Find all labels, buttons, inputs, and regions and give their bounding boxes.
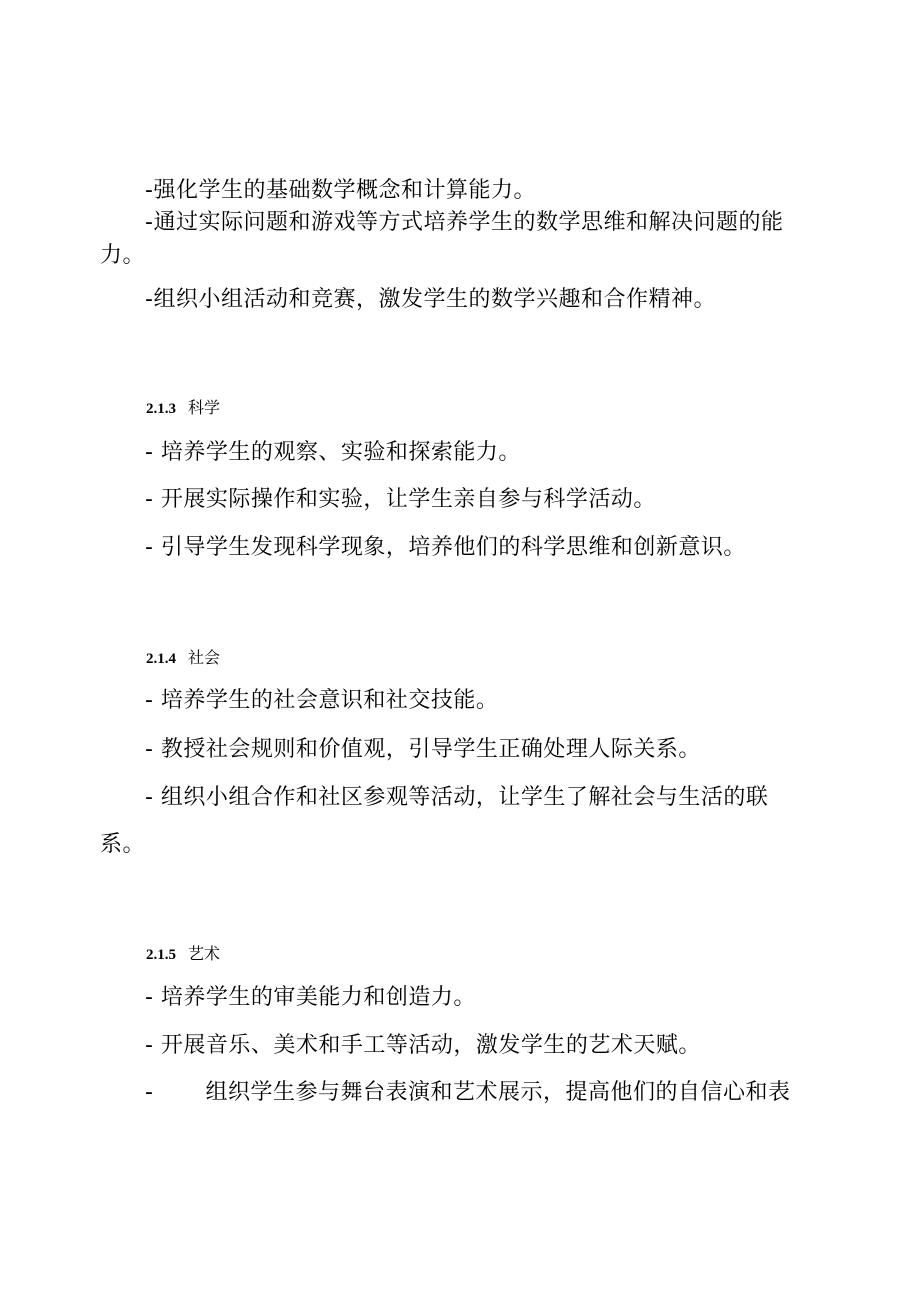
art-item-3 (145, 1080, 790, 1106)
section-heading-science (146, 398, 220, 419)
art-item-1: - 培养学生的审美能力和创造力。 (145, 985, 476, 1010)
science-item-2: - 开展实际操作和实验，让学生亲自参与科学活动。 (145, 487, 656, 512)
society-item-3: - 组织小组合作和社区参观等活动，让学生了解社会与生活的联 (145, 785, 769, 810)
section-title: 艺术 (188, 944, 221, 963)
section-number: 2.1.3 (146, 401, 176, 417)
math-item-2: -通过实际问题和游戏等方式培养学生的数学思维和解决问题的能 (145, 210, 784, 235)
section-number: 2.1.4 (146, 651, 176, 667)
section-heading-society (146, 648, 220, 669)
art-item-3-dash: - (145, 1080, 154, 1105)
section-heading-art (146, 944, 220, 965)
math-item-1: -强化学生的基础数学概念和计算能力。 (145, 178, 536, 203)
section-title: 社会 (188, 648, 221, 667)
art-item-3-text: 组织学生参与舞台表演和艺术展示，提高他们的自信心和表 (205, 1080, 791, 1105)
section-title: 科学 (188, 398, 221, 417)
science-item-3: - 引导学生发现科学现象，培养他们的科学思维和创新意识。 (145, 535, 746, 560)
art-item-2: - 开展音乐、美术和手工等活动，激发学生的艺术天赋。 (145, 1033, 701, 1058)
society-item-3-cont: 系。 (100, 832, 146, 857)
math-item-3: -组织小组活动和竞赛，激发学生的数学兴趣和合作精神。 (145, 287, 716, 312)
science-item-1: - 培养学生的观察、实验和探索能力。 (145, 440, 521, 465)
section-number: 2.1.5 (146, 947, 176, 963)
math-item-2-cont: 力。 (100, 243, 146, 268)
society-item-1: - 培养学生的社会意识和社交技能。 (145, 688, 499, 713)
society-item-2: - 教授社会规则和价值观，引导学生正确处理人际关系。 (145, 737, 701, 762)
